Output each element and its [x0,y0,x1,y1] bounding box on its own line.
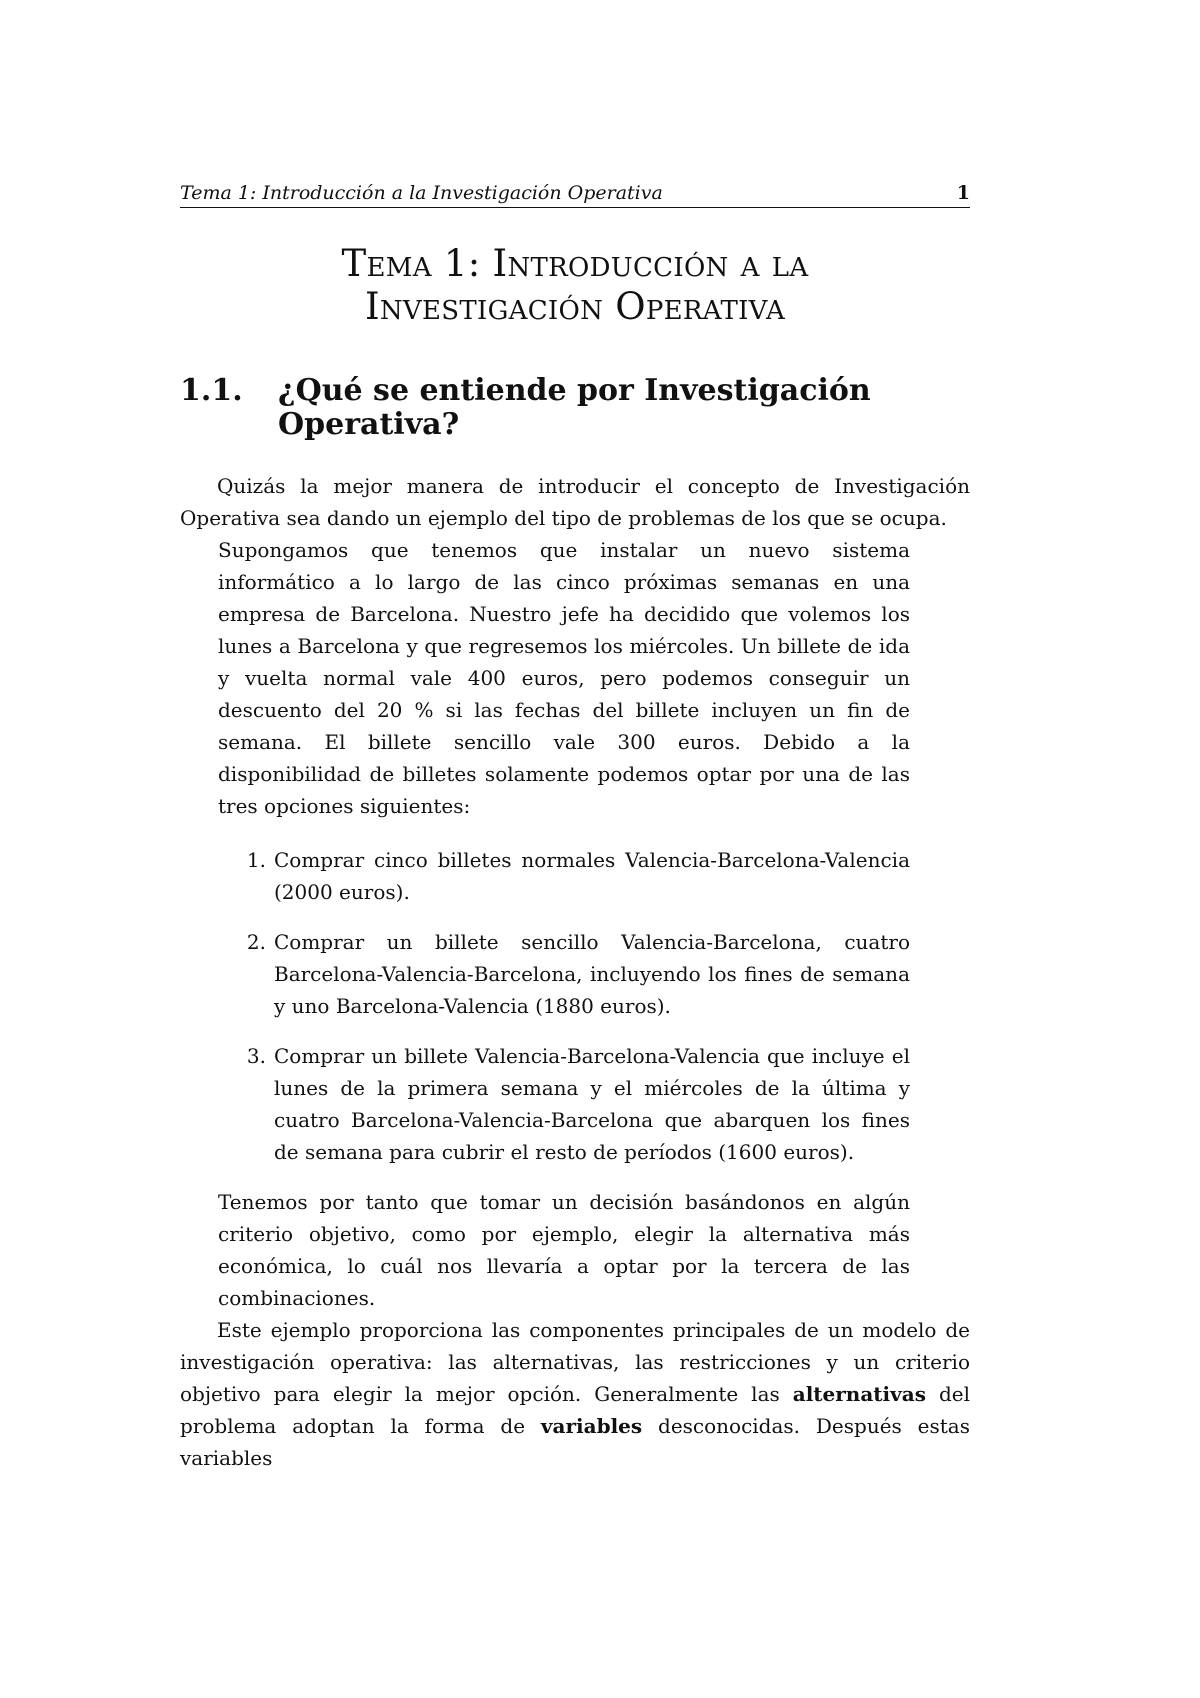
list-item [218,844,910,908]
list-item [218,926,910,1022]
chapter-title-line-2: Investigación Operativa [364,285,786,328]
conclusion-paragraph: Tenemos por tanto que tomar un decisión basándonos en algún criterio objetivo, como por ejemplo, elegir la alternativa más económica, lo cuál nos llevaría a optar por la tercera de las combinaciones. [218,1190,910,1310]
final-paragraph-part-3: desconocidas. Después estas variables [180,1414,970,1470]
keyword-alternativas: alternativas [792,1382,926,1406]
options-list [218,844,910,1168]
example-block [218,534,910,822]
final-paragraph-part-2: del problema adoptan la forma de [180,1382,970,1438]
list-item-number: 1. [246,848,266,872]
list-item-number: 2. [246,930,266,954]
list-item-text: Comprar un billete Valencia-Barcelona-Valencia que incluye el lunes de la primera semana y el miércoles de la última y cuatro Barcelona-Valencia-Barcelona que abarquen los fines de semana para cubrir el resto de períodos (1600 euros). [274,1044,910,1164]
list-item-number: 3. [246,1044,266,1068]
list-item-text: Comprar un billete sencillo Valencia-Barcelona, cuatro Barcelona-Valencia-Barcelona, incluyendo los fines de semana y uno Barcelona-Valencia (1880 euros). [274,930,910,1018]
chapter-title [180,242,970,328]
list-item [218,1040,910,1168]
conclusion-block [218,1186,910,1314]
example-paragraph: Supongamos que tenemos que instalar un nuevo sistema informático a lo largo de las cinco próximas semanas en una empresa de Barcelona. Nuestro jefe ha decidido que volemos los lunes a Barcelona y que regresemos los miércoles. Un billete de ida y vuelta normal vale 400 euros, pero podemos conseguir un descuento del 20 % si las fechas del billete incluyen un fin de semana. El billete sencillo vale 300 euros. Debido a la disponibilidad de billetes solamente podemos optar por una de las tres opciones siguientes: [218,538,910,818]
final-paragraph-part-1: Este ejemplo proporciona las componentes principales de un modelo de investigación operativa: las alternativas, las restricciones y un criterio objetivo para elegir la mejor opción. Generalmente las [180,1318,970,1406]
list-item-text: Comprar cinco billetes normales Valencia-Barcelona-Valencia (2000 euros). [274,848,910,904]
section-heading [180,374,970,442]
intro-paragraph: Quizás la mejor manera de introducir el concepto de Investigación Operativa sea dando un ejemplo del tipo de problemas de los que se ocupa. [180,474,970,530]
section-number: 1.1. [180,373,243,408]
keyword-variables: variables [540,1414,643,1438]
document-page [180,182,970,1474]
running-head [180,182,970,208]
chapter-title-line-1: Tema 1: Introducción a la [341,242,809,285]
final-paragraph [180,1314,970,1474]
running-head-title: Tema 1: Introducción a la Investigación Operativa [180,182,663,204]
section-title: ¿Qué se entiende por Investigación Operativa? [278,373,871,442]
page-number: 1 [956,182,970,204]
